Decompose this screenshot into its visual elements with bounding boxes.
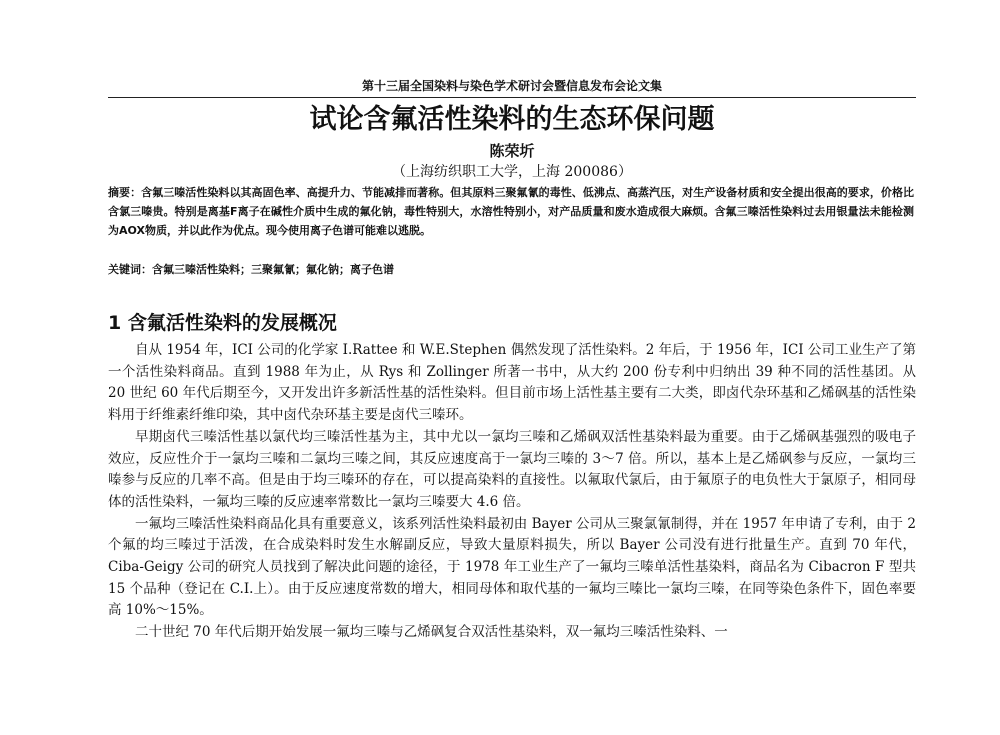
section-heading: 1 含氟活性染料的发展概况 [108,312,337,334]
header-rule [108,97,916,98]
author-affiliation: （上海纺织职工大学，上海 200086） [392,164,632,180]
section-body [108,340,916,644]
body-paragraph: 早期卤代三嗪活性基以氯代均三嗪活性基为主，其中尤以一氯均三嗪和乙烯砜双活性基染料最为重要。由于乙烯砜基强烈的吸电子效应，反应性介于一氯均三嗪和二氯均三嗪之间，其反应速度高于一氯均三嗪的 3～7 倍。所以，基本上是乙烯砜参与反应，一氯均三嗪参与反应的几率不高。但是由于均三嗪环的存在，可以提高染料的直接性。以氟取代氯后，由于氟原子的电负性大于氯原子，相同母体的活性染料，一氟均三嗪的反应速率常数比一氯均三嗪要大 4.6 倍。 [108,428,916,510]
keywords [108,260,914,279]
paper-title: 试论含氟活性染料的生态环保问题 [309,104,715,135]
keywords-text: 含氟三嗪活性染料；三聚氟氰；氟化钠；离子色谱 [152,263,394,276]
abstract [108,183,914,240]
keywords-label: 关键词： [108,263,152,276]
abstract-text: 含氟三嗪活性染料以其高固色率、高提升力、节能减排而著称。但其原料三聚氟氰的毒性、低沸点、高蒸汽压，对生产设备材质和安全提出很高的要求，价格比含氯三嗪贵。特别是离基F离子在碱性介质中生成的氟化钠，毒性特别大，水溶性特别小，对产品质量和废水造成很大麻烦。含氟三嗪活性染料过去用银量法未能检测为AOX物质，并以此作为优点。现今使用离子色谱可能难以逃脱。 [108,186,914,237]
running-header: 第十三届全国染料与染色学术研讨会暨信息发布会论文集 [361,79,662,93]
body-paragraph: 二十世纪 70 年代后期开始发展一氟均三嗪与乙烯砜复合双活性基染料，双一氟均三嗪活性染料、一 [135,624,728,641]
body-paragraph: 一氟均三嗪活性染料商品化具有重要意义，该系列活性染料最初由 Bayer 公司从三聚氯氰制得，并在 1957 年申请了专利，由于 2 个氟的均三嗪过于活泼，在合成染料时发生水解副反应，导致大量原料损失，所以 Bayer 公司没有进行批量生产。直到 70 年代，Ciba-Geigy 公司的研究人员找到了解决此问题的途径，于 1978 年工业生产了一氟均三嗪单活性基染料，商品名为 Cibacron F 型共 15 个品种（登记在 C.I.上）。由于反应速度常数的增大，相同母体和取代基的一氟均三嗪比一氯均三嗪，在同等染色条件下，固色率要高 10%～15%。 [108,515,916,619]
abstract-label: 摘要： [108,186,142,199]
body-paragraph: 自从 1954 年，ICI 公司的化学家 I.Rattee 和 W.E.Stephen 偶然发现了活性染料。2 年后，于 1956 年，ICI 公司工业生产了第一个活性染料商品。直到 1988 年为止，从 Rys 和 Zollinger 所著一书中，从大约 200 份专利中归纳出 39 种不同的活性基团。从 20 世纪 60 年代后期至今，又开发出许多新活性基的活性染料。但目前市场上活性基主要有二大类，即卤代杂环基和乙烯砜基的活性染料用于纤维素纤维印染，其中卤代杂环基主要是卤代三嗪环。 [108,342,916,424]
author-name: 陈荣圻 [489,142,535,160]
